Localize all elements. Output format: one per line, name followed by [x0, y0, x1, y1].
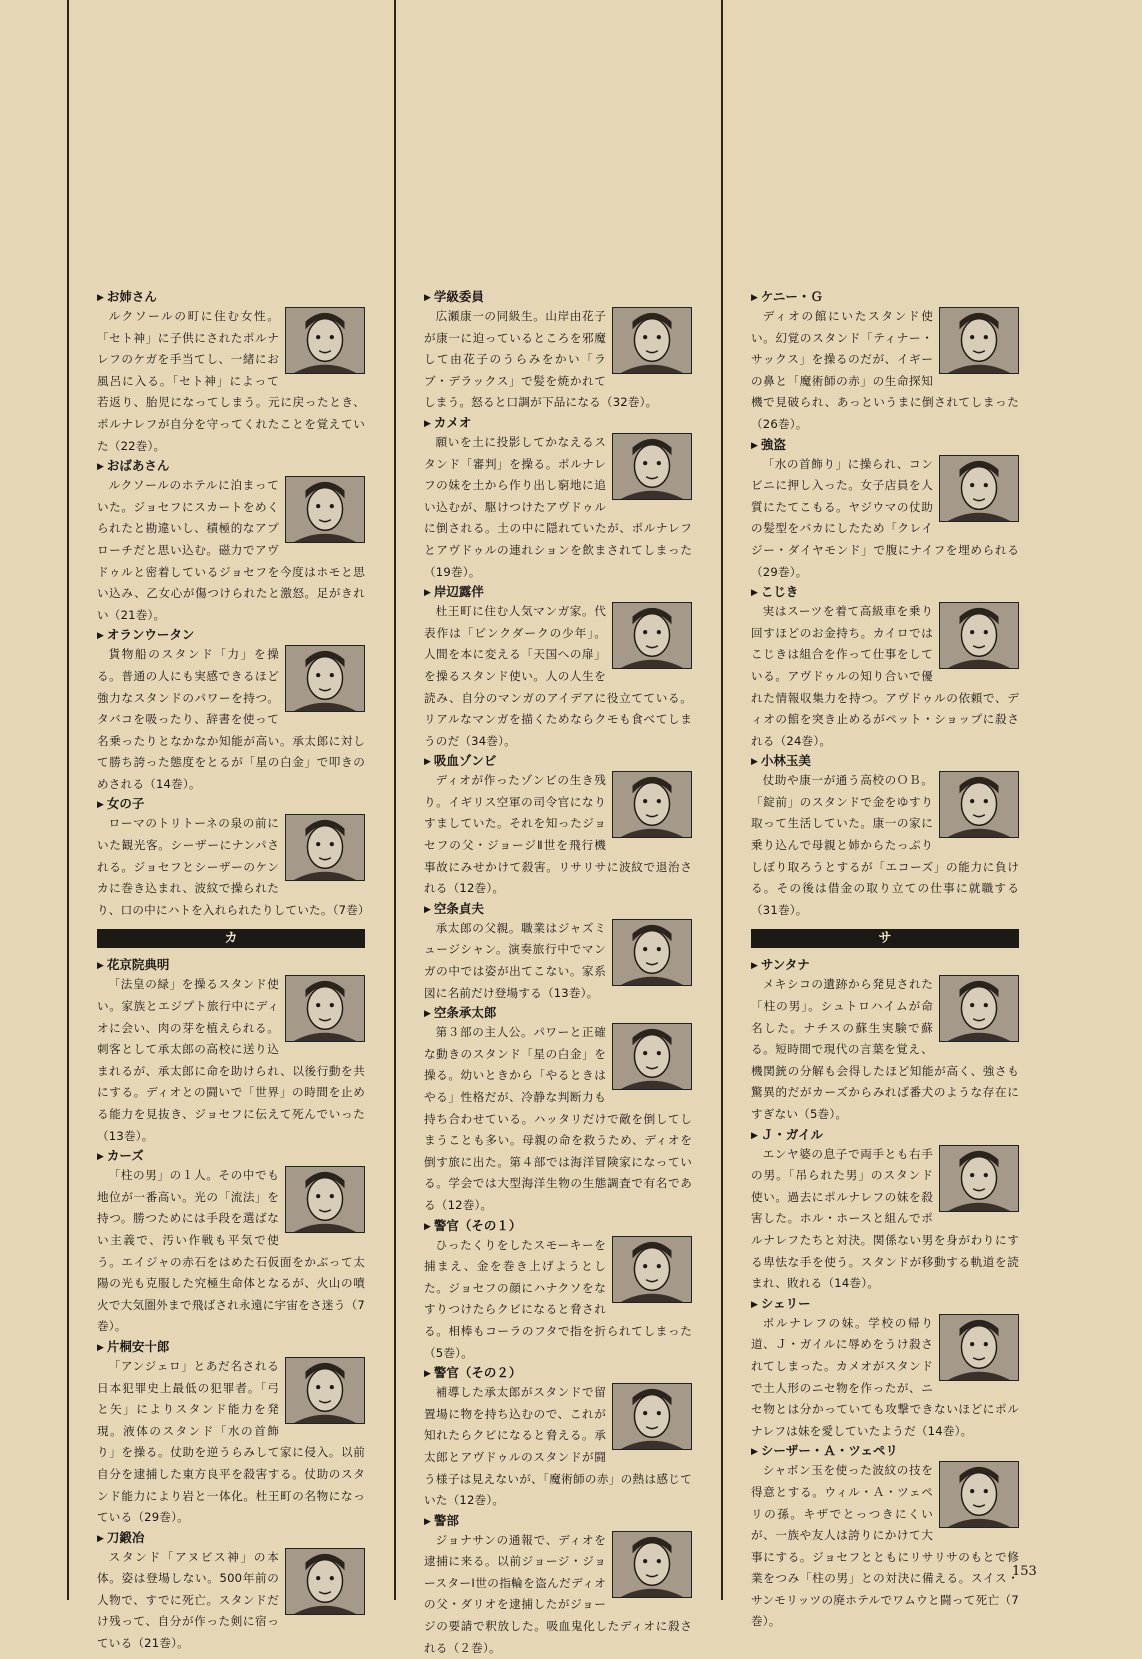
character-portrait-icon — [613, 1237, 691, 1302]
entry-text: エンヤ婆の息子で両手とも右手の男。「吊られた男」のスタンド使い。過去にポルナレフの妹を殺害した。ホル・ホースと組んでポルナレフたちと対決。関係ない男を身がわりにする卑怯な手を使う。スタンドが移動する軌道を読まれ、敗れる（14巻）。 — [751, 1146, 1019, 1291]
character-portrait-icon — [613, 1384, 691, 1449]
entry-name: 岸辺露伴 — [433, 584, 484, 600]
glossary-entry — [97, 1529, 365, 1655]
character-portrait — [285, 1548, 365, 1615]
triangle-marker-icon: ▶ — [424, 588, 431, 599]
entry-heading — [97, 795, 365, 813]
entry-name: 小林玉美 — [760, 753, 811, 769]
character-portrait-icon — [940, 456, 1018, 521]
entry-description — [751, 1460, 1019, 1633]
character-portrait — [612, 307, 692, 374]
entry-heading — [97, 626, 365, 644]
entry-description — [424, 1382, 692, 1512]
entry-description — [97, 1165, 365, 1338]
character-portrait-icon — [286, 1549, 364, 1614]
entry-text: 実はスーツを着て高級車を乗り回すほどのお金持ち。カイロではこじきは組合を作って仕事をしている。アヴドゥルの知り合いで優れた情報収集力を持つ。アヴドゥルの依頼で、ディオの館を突き止めるがペット・ショップに殺される（24巻）。 — [751, 604, 1019, 748]
triangle-marker-icon: ▶ — [751, 961, 758, 972]
entry-description — [751, 454, 1019, 584]
entry-text: 承太郎の父親。職業はジャズミュージシャン。演奏旅行中でマンガの中では姿が出てこない。家系図に名前だけ登場する（13巻）。 — [424, 920, 606, 1000]
entry-text: シャボン玉を使った波紋の技を得意とする。ウィル・Ａ・ツェペリの孫。キザでとっつきにくいが、一族や友人は誇りにかけて大事にする。ジョセフとともにリサリサのもとで修業をつみ「柱の男」との対決に備える。スイス・サンモリッツの廃ホテルでワムウと闘って死亡（7巻）。 — [751, 1463, 1019, 1629]
entry-text: 「柱の男」の１人。その中でも地位が一番高い。光の「流法」を持つ。勝つためには手段を選ばない主義で、汚い作戦も平気で使う。エイジャの赤石をはめた石仮面をかぶって太陽の光も克服した究極生命体となるが、火山の噴火で大気圏外まで飛ばされ永遠に宇宙をさ迷う（7巻）。 — [97, 1168, 365, 1334]
character-portrait — [612, 433, 692, 500]
entry-text: 杜王町に住む人気マンガ家。代表作は「ピンクダークの少年」。人間を本に変える「天国への扉」を操るスタンド使い。人の人生を読み、自分のマンガのアイデアに役立てている。リアルなマンガを描くためならクモも食べてしまうのだ（34巻）。 — [424, 604, 692, 748]
entry-text: 「アンジェロ」とあだ名される日本犯罪史上最低の犯罪者。「弓と矢」によりスタンド能力を発現。液体のスタンド「水の首飾り」を操る。仗助を逆うらみして家に侵入。以前自分を逮捕した東方良平を殺害する。仗助のスタンド能力により岩と一体化。杜王町の名物になっている（29巻）。 — [97, 1358, 365, 1525]
entry-heading — [97, 288, 365, 306]
character-portrait — [612, 771, 692, 838]
entry-heading — [424, 288, 692, 306]
entry-description — [97, 306, 365, 457]
entry-name: 学級委員 — [433, 289, 484, 304]
entry-heading — [751, 583, 1019, 601]
character-portrait-icon — [286, 646, 364, 711]
triangle-marker-icon: ▶ — [424, 293, 431, 303]
entry-description — [751, 1144, 1019, 1295]
entry-name: Ｊ・ガイル — [760, 1126, 824, 1142]
entry-text: 「水の首飾り」に操られ、コンビニに押し入った。女子店員を人質にたてこもる。ヤジウマの仗助の髪型をバカにしたため「クレイジー・ダイヤモンド」で腹にナイフを埋められる（29巻）。 — [751, 456, 1019, 579]
character-portrait — [285, 307, 365, 374]
triangle-marker-icon: ▶ — [751, 440, 758, 451]
character-portrait-icon — [940, 308, 1018, 373]
triangle-marker-icon: ▶ — [751, 1299, 758, 1310]
entry-heading — [97, 1147, 365, 1165]
entry-name: こじき — [760, 584, 799, 600]
entry-heading — [424, 583, 692, 601]
character-portrait-icon — [286, 477, 364, 542]
entry-description — [424, 1530, 692, 1659]
entry-text: メキシコの遺跡から発見された「柱の男」。シュトロハイムが命名した。ナチスの蘇生実験で蘇る。短時間で現代の言葉を覚え、機関銃の分解も会得したほど知能が高く、強さも驚異的だがカーズからみれば番犬のような存在にすぎない（5巻）。 — [751, 977, 1019, 1121]
glossary-entry — [751, 583, 1019, 752]
entry-name: 女の子 — [106, 796, 145, 812]
entry-heading — [751, 288, 1019, 306]
character-portrait-icon — [286, 308, 364, 373]
triangle-marker-icon: ▶ — [97, 800, 104, 811]
entry-text: ローマのトリトーネの泉の前にいた観光客。シーザーにナンパされる。ジョセフとシーザーのケンカに巻き込まれ、波紋で操られたり、口の中にハトを入れられたりしていた。（7巻） — [97, 816, 370, 917]
character-portrait — [612, 602, 692, 669]
entry-heading — [424, 1512, 692, 1530]
character-portrait — [285, 1166, 365, 1233]
entry-name: 警官（その１） — [433, 1217, 522, 1233]
triangle-marker-icon: ▶ — [424, 1369, 431, 1380]
entry-text: 補導した承太郎がスタンドで留置場に物を持ち込むので、これが知れたらクビになると脅える。承太郎とアヴドゥルのスタンドが闘う様子は見えないが、「魔術師の赤」の熱は感じていた（12巻）。 — [424, 1385, 692, 1508]
triangle-marker-icon: ▶ — [424, 757, 431, 768]
triangle-marker-icon: ▶ — [424, 1221, 431, 1232]
entry-heading — [97, 1529, 365, 1547]
entry-description — [97, 974, 365, 1147]
entry-name: 強盗 — [760, 436, 786, 452]
entry-name: カーズ — [106, 1148, 144, 1164]
character-portrait-icon — [940, 1462, 1018, 1527]
triangle-marker-icon: ▶ — [751, 1447, 758, 1458]
entry-name: サンタナ — [760, 957, 810, 973]
triangle-marker-icon: ▶ — [751, 588, 758, 599]
glossary-entry — [97, 956, 365, 1147]
character-portrait-icon — [286, 976, 364, 1041]
glossary-entry — [97, 795, 370, 921]
entry-heading — [751, 956, 1019, 974]
entry-description — [424, 1235, 692, 1365]
entry-name: 刀鍛冶 — [106, 1529, 145, 1545]
triangle-marker-icon: ▶ — [424, 1009, 431, 1020]
entry-heading — [751, 1442, 1019, 1460]
entry-name: おばあさん — [106, 458, 170, 474]
entry-name: シェリー — [760, 1295, 811, 1311]
entry-text: 第３部の主人公。パワーと正確な動きのスタンド「星の白金」を操る。幼いときから「やるときはやる」性格だが、冷静な判断力も持ち合わせている。ハッタリだけで敵を倒してしまうことも多い。母親の命を救うため、ディオを倒す旅に出た。第４部では海洋冒険家になっている。学会では大型海洋生物の生態調査で有名である（12巻）。 — [424, 1025, 692, 1212]
glossary-entry — [424, 1217, 692, 1365]
character-portrait — [612, 1023, 692, 1090]
entry-description — [97, 644, 365, 795]
entry-heading — [424, 414, 692, 432]
entry-text: ルクソールのホテルに泊まっていた。ジョセフにスカートをめくられたと勘違いし、積極的なアプローチだと思い込む。磁力でアヴドゥルと密着しているジョセフを今度はホモと思い込み、乙女心が傷つけられたと激怒。足がきれい（21巻）。 — [97, 478, 365, 622]
glossary-entry — [424, 1364, 692, 1512]
entry-heading — [751, 752, 1019, 770]
entry-text: ディオの館にいたスタンド使い。幻覚のスタンド「ティナー・サックス」を操るのだが、イギーの鼻と「魔術師の赤」の生命探知機で見破られ、あっというまに倒されてしまった（26巻）。 — [751, 309, 1019, 431]
entry-name: 警官（その２） — [433, 1365, 522, 1381]
character-portrait-icon — [940, 1315, 1018, 1380]
character-portrait-icon — [613, 772, 691, 837]
character-portrait — [939, 602, 1019, 669]
triangle-marker-icon: ▶ — [97, 462, 104, 473]
character-portrait-icon — [613, 308, 691, 373]
entry-name: オランウータン — [106, 627, 195, 643]
entry-heading — [424, 1217, 692, 1235]
entry-name: 吸血ゾンビ — [433, 753, 497, 769]
entry-text: ルクソールの町に住む女性。「セト神」に子供にされたポルナレフのケガを手当てし、一緒にお風呂に入る。「セト神」によって若返り、胎児になってしまう。元に戻ったとき、ポルナレフが自分を守ってくれたことを覚えていた（22巻）。 — [97, 309, 365, 453]
character-portrait — [939, 455, 1019, 522]
entry-heading — [751, 1126, 1019, 1144]
character-portrait — [612, 1383, 692, 1450]
character-portrait-icon — [286, 815, 364, 880]
glossary-entry — [97, 1338, 365, 1529]
glossary-entry — [424, 900, 692, 1004]
entry-text: スタンド「アヌビス神」の本体。姿は登場しない。500年前の人物で、すでに死亡。スタンドだけ残って、自分が作った剣に宿っている（21巻）。 — [97, 1549, 279, 1651]
character-portrait — [612, 1236, 692, 1303]
entry-heading — [424, 1364, 692, 1382]
entry-name: 空条貞夫 — [433, 900, 484, 916]
character-portrait-icon — [940, 772, 1018, 837]
character-portrait-icon — [940, 976, 1018, 1041]
entry-text: 広瀬康一の同級生。山岸由花子が康一に迫っているところを邪魔して由花子のうらみをかい「ラブ・デラックス」で髪を焼かれてしまう。怒ると口調が下品になる（32巻）。 — [424, 309, 658, 410]
character-portrait — [285, 1357, 365, 1424]
character-portrait — [612, 919, 692, 986]
glossary-entry — [424, 583, 692, 752]
glossary-entry — [97, 457, 365, 626]
glossary-entry — [751, 288, 1019, 436]
triangle-marker-icon: ▶ — [751, 293, 758, 303]
entry-heading — [424, 900, 692, 918]
entry-name: 花京院典明 — [106, 957, 170, 973]
character-portrait-icon — [613, 920, 691, 985]
entry-heading — [97, 457, 365, 475]
entry-description — [751, 1313, 1019, 1443]
glossary-entry — [751, 956, 1019, 1125]
glossary-entry — [751, 436, 1019, 584]
column-rule — [394, 0, 396, 1600]
character-portrait-icon — [613, 1532, 691, 1597]
glossary-entry — [424, 288, 692, 414]
entry-heading — [751, 1295, 1019, 1313]
entry-heading — [97, 1338, 365, 1356]
character-portrait-icon — [613, 603, 691, 668]
triangle-marker-icon: ▶ — [97, 961, 104, 972]
entry-description — [751, 974, 1019, 1125]
character-portrait-icon — [940, 603, 1018, 668]
entry-description — [424, 1022, 692, 1216]
entry-text: 貨物船のスタンド「力」を操る。普通の人にも実感できるほど強力なスタンドのパワーを持つ。タバコを吸ったり、辞書を使って名乗ったりとなかなか知能が高い。承太郎に対して勝ち誇った態度をとるが「星の白金」で叩きのめされる（14巻）。 — [97, 647, 365, 791]
character-portrait — [939, 771, 1019, 838]
entry-text: ディオが作ったゾンビの生き残り。イギリス空軍の司令官になりすましていた。それを知ったジョセフの父・ジョージⅡ世を飛行機事故にみせかけて殺害。リサリサに波紋で退治される（12巻）。 — [424, 773, 692, 896]
entry-description — [424, 432, 692, 583]
character-portrait — [285, 645, 365, 712]
glossary-entry — [97, 1147, 365, 1338]
entry-name: 警部 — [433, 1512, 459, 1528]
glossary-entry — [751, 752, 1019, 921]
glossary-entry — [424, 414, 692, 583]
entry-text: ポルナレフの妹。学校の帰り道、Ｊ・ガイルに辱めをうけ殺されてしまった。カメオがスタンドで土人形のニセ物を作ったが、ニセ物とは分かっていても攻撃できないほどにポルナレフは妹を愛していたようだ（14巻）。 — [751, 1315, 1019, 1438]
entry-name: 空条承太郎 — [433, 1005, 497, 1021]
entry-description — [751, 306, 1019, 436]
entry-description — [97, 1356, 365, 1529]
triangle-marker-icon: ▶ — [424, 904, 431, 915]
entry-name: 片桐安十郎 — [106, 1338, 170, 1354]
entry-name: カメオ — [433, 414, 472, 430]
triangle-marker-icon: ▶ — [97, 293, 104, 303]
entry-text: 願いを土に投影してかなえるスタンド「審判」を操る。ポルナレフの妹を土から作り出し窮地に追い込むが、駆けつけたアヴドゥルに倒される。土の中に隠れていたが、ポルナレフとアヴドゥルの連れションを飲まされてしまった（19巻）。 — [424, 434, 692, 579]
entry-description — [751, 601, 1019, 752]
character-portrait-icon — [613, 434, 691, 499]
glossary-entry — [424, 1004, 692, 1216]
glossary-entry — [424, 1512, 692, 1659]
page-number: 153 — [1012, 1564, 1037, 1579]
entry-name: シーザー・Ａ・ツェペリ — [760, 1443, 898, 1459]
character-portrait-icon — [286, 1167, 364, 1232]
entry-description — [424, 601, 692, 752]
column-2 — [424, 288, 692, 1659]
entry-description — [97, 1547, 365, 1655]
triangle-marker-icon: ▶ — [424, 1516, 431, 1527]
entry-text: ひったくりをしたスモーキーを捕まえ、金を巻き上げようとした。ジョセフの顔にハナクソをなすりつけたらクビになると脅される。相棒もコーラのフタで指を折られてしまった（5巻）。 — [424, 1237, 692, 1360]
character-portrait — [939, 975, 1019, 1042]
triangle-marker-icon: ▶ — [97, 1342, 104, 1353]
section-header: サ — [751, 929, 1019, 948]
character-portrait — [939, 307, 1019, 374]
character-portrait — [939, 1314, 1019, 1381]
entry-name: お姉さん — [106, 289, 157, 304]
entry-name: ケニー・Ｇ — [760, 289, 823, 304]
entry-heading — [424, 1004, 692, 1022]
triangle-marker-icon: ▶ — [97, 1533, 104, 1544]
entry-description — [424, 918, 692, 1004]
entry-description — [751, 770, 1019, 921]
entry-heading — [424, 752, 692, 770]
character-portrait — [285, 476, 365, 543]
character-portrait-icon — [940, 1146, 1018, 1211]
entry-heading — [751, 436, 1019, 454]
character-portrait — [939, 1145, 1019, 1212]
triangle-marker-icon: ▶ — [97, 1152, 104, 1163]
glossary-entry — [751, 1442, 1019, 1633]
column-rule — [67, 0, 69, 1600]
triangle-marker-icon: ▶ — [97, 631, 104, 642]
entry-description — [97, 475, 365, 626]
entry-description — [424, 306, 692, 414]
entry-text: 仗助や康一が通う高校のＯＢ。「錠前」のスタンドで金をゆすり取って生活していた。康一の家に乗り込んで母親と姉からたっぷりしぼり取ろうとするが「エコーズ」の能力に負ける。その後は借金の取り立ての仕事に就職する（31巻）。 — [751, 773, 1019, 917]
entry-text: 「法皇の緑」を操るスタンド使い。家族とエジプト旅行中にディオに会い、肉の芽を植えられる。刺客として承太郎の高校に送り込まれるが、承太郎に命を助けられ、以後行動を共にする。ディオとの闘いで「世界」の時間を止める能力を見抜き、ジョセフに伝えて死んでいった（13巻）。 — [97, 977, 365, 1143]
entry-description — [97, 813, 370, 921]
triangle-marker-icon: ▶ — [424, 418, 431, 429]
glossary-entry — [751, 1126, 1019, 1295]
character-portrait — [285, 814, 365, 881]
column-rule — [721, 0, 723, 1600]
triangle-marker-icon: ▶ — [751, 1130, 758, 1141]
glossary-entry — [97, 288, 365, 457]
entry-heading — [97, 956, 365, 974]
character-portrait-icon — [286, 1358, 364, 1423]
character-portrait-icon — [613, 1024, 691, 1089]
section-header: カ — [97, 929, 365, 948]
entry-description — [424, 770, 692, 900]
glossary-entry — [751, 1295, 1019, 1443]
entry-text: ジョナサンの通報で、ディオを逮捕に来る。以前ジョージ・ジョースターⅠ世の指輪を盗んだディオの父・ダリオを逮捕したがジョージの要請で釈放した。吸血鬼化したディオに殺される（２巻）。 — [424, 1532, 692, 1655]
column-3 — [751, 288, 1019, 1633]
glossary-entry — [97, 626, 365, 795]
character-portrait — [612, 1531, 692, 1598]
triangle-marker-icon: ▶ — [751, 757, 758, 768]
character-portrait — [939, 1461, 1019, 1528]
column-1 — [97, 288, 370, 1655]
glossary-entry — [424, 752, 692, 900]
character-portrait — [285, 975, 365, 1042]
